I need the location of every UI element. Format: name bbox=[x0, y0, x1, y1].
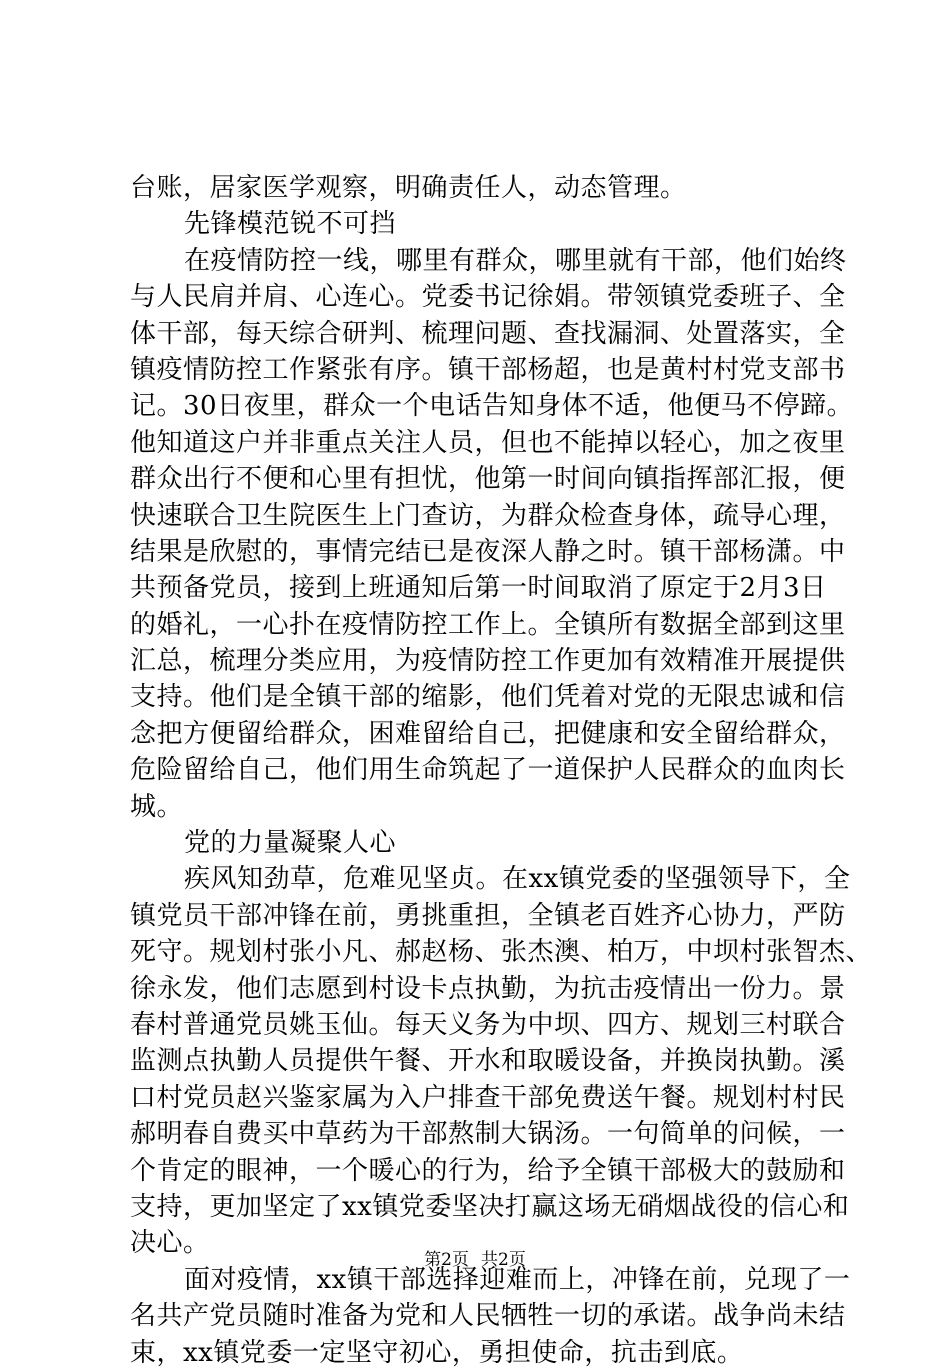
text-line: 与人民肩并肩、心连心。党委书记徐娟。带领镇党委班子、全 bbox=[130, 282, 846, 313]
text-line: 束，xx镇党委一定坚守初心，勇担使命，抗击到底。 bbox=[130, 1337, 744, 1368]
document-body bbox=[130, 170, 873, 1371]
paragraph bbox=[130, 170, 840, 206]
text-line: 面对疫情，xx镇干部选择迎难而上，冲锋在前，兑现了一 bbox=[184, 1264, 851, 1295]
text-line: 疾风知劲草，危难见坚贞。在xx镇党委的坚强领导下，全 bbox=[184, 864, 851, 895]
text-line: 念把方便留给群众，困难留给自己，把健康和安全留给群众， bbox=[130, 718, 846, 749]
text-line: 先锋模范锐不可挡 bbox=[184, 209, 397, 240]
section-heading bbox=[130, 206, 840, 242]
text-line: 死守。规划村张小凡、郝赵杨、张杰澳、柏万，中坝村张智杰、 bbox=[130, 937, 873, 968]
text-line: 记。30日夜里，群众一个电话告知身体不适，他便马不停蹄。 bbox=[130, 391, 854, 422]
text-line: 快速联合卫生院医生上门查访，为群众检查身体，疏导心理， bbox=[130, 500, 846, 531]
text-line: 郝明春自费买中草药为干部熬制大锅汤。一句简单的问候，一 bbox=[130, 1119, 846, 1150]
text-line: 群众出行不便和心里有担忧，他第一时间向镇指挥部汇报，便 bbox=[130, 464, 846, 495]
page-total: 共2页 bbox=[481, 1250, 526, 1270]
text-line: 决心。 bbox=[130, 1228, 210, 1259]
text-line: 体干部，每天综合研判、梳理问题、查找漏洞、处置落实，全 bbox=[130, 318, 846, 349]
page-footer bbox=[0, 1249, 950, 1271]
text-line: 监测点执勤人员提供午餐、开水和取暖设备，并换岗执勤。溪 bbox=[130, 1046, 846, 1077]
text-line: 党的力量凝聚人心 bbox=[184, 828, 397, 859]
paragraph bbox=[130, 861, 873, 1261]
text-line: 支持。他们是全镇干部的缩影，他们凭着对党的无限忠诚和信 bbox=[130, 682, 846, 713]
paragraph bbox=[130, 1262, 851, 1371]
text-line: 汇总，梳理分类应用，为疫情防控工作更加有效精准开展提供 bbox=[130, 646, 846, 677]
text-line: 共预备党员，接到上班通知后第一时间取消了原定于2月3日 bbox=[130, 573, 827, 604]
text-line: 危险留给自己，他们用生命筑起了一道保护人民群众的血肉长 bbox=[130, 755, 846, 786]
text-line: 个肯定的眼神，一个暖心的行为，给予全镇干部极大的鼓励和 bbox=[130, 1155, 846, 1186]
text-line: 口村党员赵兴鉴家属为入户排查干部免费送午餐。规划村村民 bbox=[130, 1082, 846, 1113]
text-line: 支持，更加坚定了xx镇党委坚决打赢这场无硝烟战役的信心和 bbox=[130, 1191, 850, 1222]
page-number: 第2页 bbox=[424, 1250, 469, 1270]
text-line: 徐永发，他们志愿到村设卡点执勤，为抗击疫情出一份力。景 bbox=[130, 973, 846, 1004]
text-line: 台账，居家医学观察，明确责任人，动态管理。 bbox=[130, 173, 687, 203]
paragraph bbox=[130, 243, 854, 825]
text-line: 的婚礼，一心扑在疫情防控工作上。全镇所有数据全部到这里 bbox=[130, 609, 846, 640]
text-line: 名共产党员随时准备为党和人民牺牲一切的承诺。战争尚未结 bbox=[130, 1301, 846, 1332]
text-line: 在疫情防控一线，哪里有群众，哪里就有干部，他们始终 bbox=[184, 245, 847, 276]
text-line: 镇党员干部冲锋在前，勇挑重担，全镇老百姓齐心协力，严防 bbox=[130, 900, 846, 931]
text-line: 结果是欣慰的，事情完结已是夜深人静之时。镇干部杨潇。中 bbox=[130, 536, 846, 567]
text-line: 城。 bbox=[130, 791, 184, 822]
text-line: 他知道这户并非重点关注人员，但也不能掉以轻心，加之夜里 bbox=[130, 427, 846, 458]
text-line: 春村普通党员姚玉仙。每天义务为中坝、四方、规划三村联合 bbox=[130, 1009, 846, 1040]
section-heading bbox=[130, 825, 840, 861]
text-line: 镇疫情防控工作紧张有序。镇干部杨超，也是黄村村党支部书 bbox=[130, 354, 846, 385]
